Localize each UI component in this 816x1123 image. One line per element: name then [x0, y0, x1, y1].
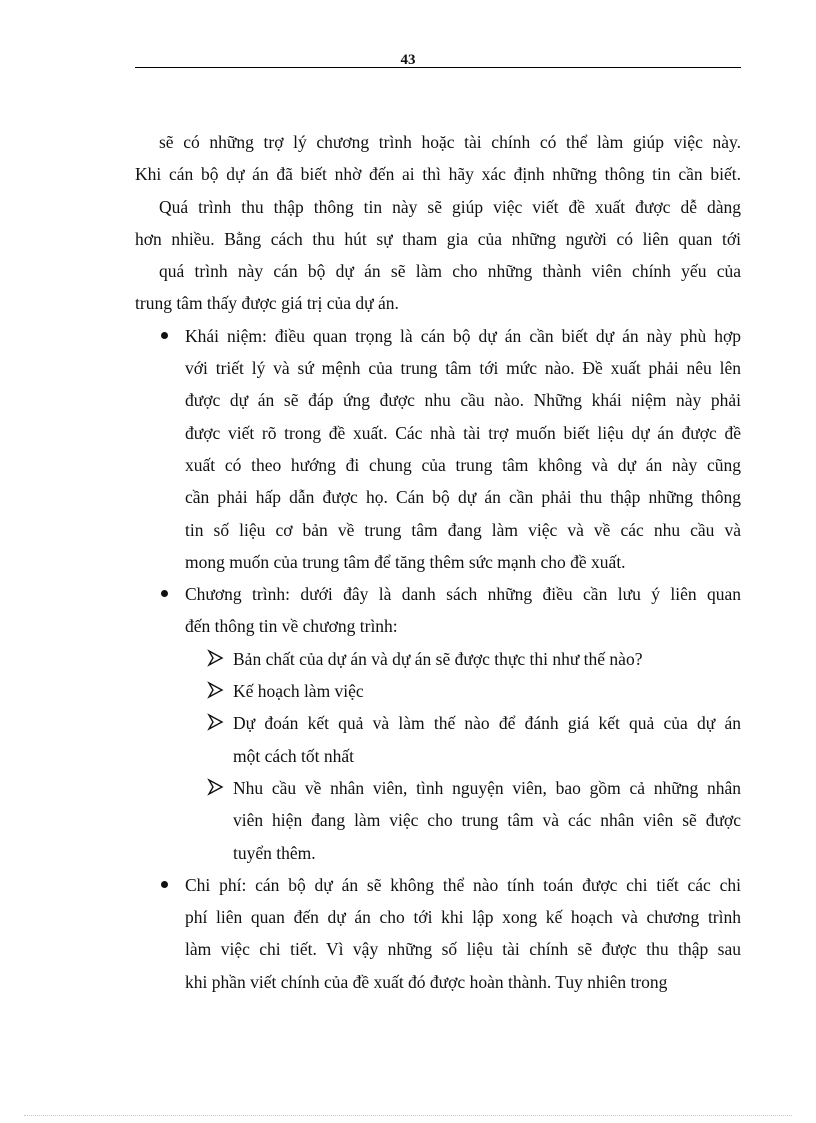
- text-line: phí liên quan đến dự án cho tới khi lập xong kế hoạch và chương trình: [185, 907, 741, 928]
- header-rule: [135, 67, 741, 68]
- footer-dotted-rule: [24, 1115, 792, 1116]
- text-line: Khái niệm: điều quan trọng là cán bộ dự án cần biết dự án này phù hợp: [185, 325, 741, 346]
- text-line: mong muốn của trung tâm để tăng thêm sức mạnh cho đề xuất.: [185, 551, 626, 572]
- text-line: Khi cán bộ dự án đã biết nhờ đến ai thì hãy xác định những thông tin cần biết.: [135, 164, 741, 185]
- text-line: Bản chất của dự án và dự án sẽ được thực thi như thế nào?: [233, 648, 643, 669]
- sub-bullet-item: [135, 772, 741, 869]
- bullet-icon: [161, 590, 168, 597]
- sub-bullet-item: [135, 707, 741, 772]
- sub-bullet-item: [135, 643, 741, 675]
- text-line: với triết lý và sứ mệnh của trung tâm tới mức nào. Đề xuất phải nêu lên: [185, 358, 741, 379]
- text-line: tuyển thêm.: [233, 842, 316, 863]
- arrow-bullet-icon: [207, 649, 225, 667]
- bullet-icon: [161, 881, 168, 888]
- text-line: Nhu cầu về nhân viên, tình nguyện viên, bao gồm cả những nhân: [233, 777, 741, 798]
- text-line: viên hiện đang làm việc cho trung tâm và các nhân viên sẽ được: [233, 810, 741, 831]
- text-line: Dự đoán kết quả và làm thế nào để đánh giá kết quả của dự án: [233, 713, 741, 734]
- text-line: đến thông tin về chương trình:: [185, 616, 398, 637]
- bullet-item-program: [135, 578, 741, 643]
- text-line: khi phần viết chính của đề xuất đó được hoàn thành. Tuy nhiên trong: [185, 971, 668, 992]
- text-line: quá trình này cán bộ dự án sẽ làm cho những thành viên chính yếu của: [159, 261, 741, 282]
- text-line: cần phải hấp dẫn được họ. Cán bộ dự án cần phải thu thập những thông: [185, 487, 741, 508]
- text-line: làm việc chi tiết. Vì vậy những số liệu tài chính sẽ được thu thập sau: [185, 939, 741, 960]
- text-line: sẽ có những trợ lý chương trình hoặc tài chính có thể làm giúp việc này.: [159, 132, 741, 152]
- text-line: tin số liệu cơ bản về trung tâm đang làm việc và về các nhu cầu và: [185, 519, 741, 540]
- bullet-icon: [161, 332, 168, 339]
- sub-bullet-item: [135, 675, 741, 707]
- text-line: được dự án sẽ đáp ứng được nhu cầu nào. Những khái niệm này phải: [185, 390, 741, 411]
- text-line: xuất có theo hướng đi chung của trung tâm không và dự án này cũng: [185, 454, 741, 475]
- page-number: 43: [400, 52, 416, 68]
- text-line: trung tâm thấy được giá trị của dự án.: [135, 293, 399, 314]
- arrow-bullet-icon: [207, 681, 225, 699]
- document-body: [135, 126, 741, 998]
- text-line: một cách tốt nhất: [233, 745, 355, 766]
- text-line: Kế hoạch làm việc: [233, 681, 364, 702]
- text-line: Quá trình thu thập thông tin này sẽ giúp việc viết đề xuất được dễ dàng: [159, 196, 741, 217]
- arrow-bullet-icon: [207, 778, 225, 796]
- text-line: Chương trình: dưới đây là danh sách những điều cần lưu ý liên quan: [185, 584, 741, 605]
- text-line: Chi phí: cán bộ dự án sẽ không thể nào tính toán được chi tiết các chi: [185, 874, 741, 895]
- bullet-item-concept: [135, 320, 741, 578]
- text-line: được viết rõ trong đề xuất. Các nhà tài trợ muốn biết liệu dự án được đề: [185, 422, 741, 443]
- arrow-bullet-icon: [207, 713, 225, 731]
- text-line: hơn nhiều. Bằng cách thu hút sự tham gia của những người có liên quan tới: [135, 228, 741, 249]
- bullet-item-cost: [135, 869, 741, 998]
